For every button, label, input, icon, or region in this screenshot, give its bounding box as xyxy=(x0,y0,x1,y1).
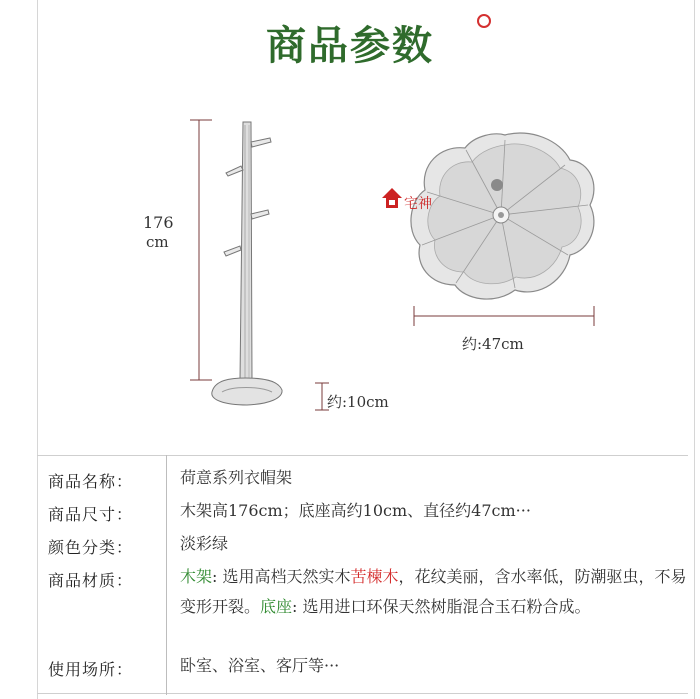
watermark-logo xyxy=(382,188,402,208)
diameter-dimension-line xyxy=(414,306,594,326)
coat-rack-drawing xyxy=(212,122,282,405)
material-wood-type: 苦楝木 xyxy=(350,567,399,586)
param-value-name: 荷意系列衣帽架 xyxy=(180,468,293,487)
height-value: 176 xyxy=(143,213,174,232)
material-base-label: 底座 xyxy=(260,597,293,616)
param-value-material xyxy=(180,562,690,622)
param-value-size: 木架高176cm；底座高约10cm、直径约47cm··· xyxy=(180,501,531,520)
lotus-base-drawing xyxy=(411,133,594,299)
param-label-color: 颜色分类： xyxy=(48,538,134,557)
base-height-label: 约:10cm xyxy=(327,393,389,411)
params-column-divider xyxy=(166,455,167,695)
param-label-usage: 使用场所： xyxy=(48,660,134,679)
param-label-size: 商品尺寸： xyxy=(48,505,134,524)
param-label-name: 商品名称： xyxy=(48,472,134,491)
param-label-material: 商品材质： xyxy=(48,571,134,590)
material-wood-label: 木架 xyxy=(180,567,213,586)
height-unit: cm xyxy=(146,233,169,251)
section-divider-top xyxy=(37,455,688,456)
page-title: 商品参数 xyxy=(266,22,434,69)
param-value-color: 淡彩绿 xyxy=(180,534,229,553)
watermark-text: 宅神 xyxy=(404,196,432,212)
height-dimension-line xyxy=(190,120,212,380)
material-base-text: : 选用进口环保天然树脂混合玉石粉合成。 xyxy=(292,597,591,616)
material-wood-text: : 选用高档天然实木 xyxy=(212,567,351,586)
section-divider-bottom xyxy=(37,693,688,694)
param-value-usage: 卧室、浴室、客厅等··· xyxy=(180,656,340,675)
diameter-label: 约:47cm xyxy=(462,335,524,353)
material-wood-desc: ，花纹美丽，含水率低，防潮驱虫，不易变形开裂。 xyxy=(180,567,687,616)
